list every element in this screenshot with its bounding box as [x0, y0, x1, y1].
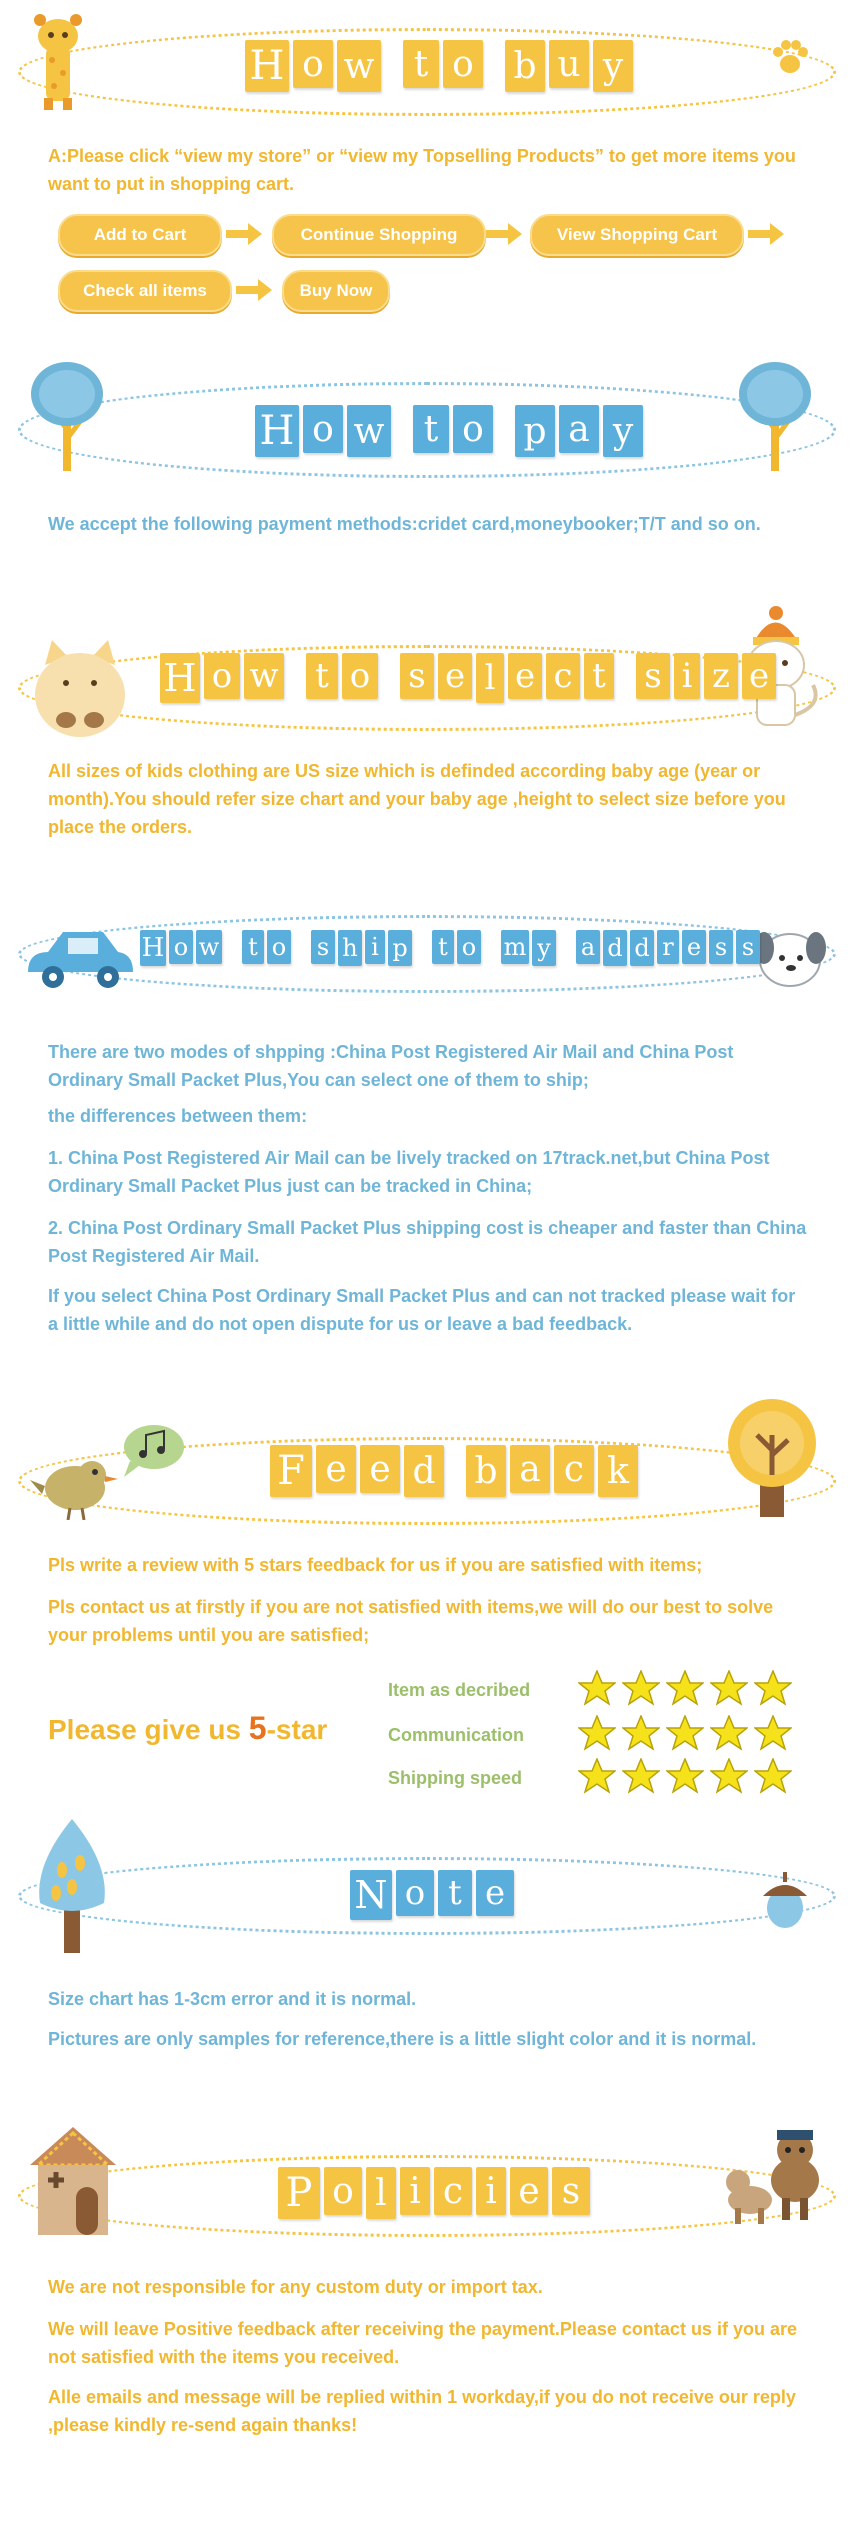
rating-label-shipping-speed: Shipping speed — [388, 1768, 523, 1788]
buy-now-button[interactable]: Buy Now — [282, 270, 390, 312]
star-icon — [710, 1715, 748, 1751]
how-to-select-size-section — [0, 605, 850, 875]
ship-paragraph-1: There are two modes of shpping :China Post Registered Air Mail and China Post Ordinary Small Packet Plus,You can select one of them to ship; — [48, 1042, 734, 1090]
dog-icon — [750, 922, 830, 997]
dogs-icon — [720, 2120, 830, 2235]
continue-shopping-button[interactable]: Continue Shopping — [272, 214, 486, 256]
cat-icon — [30, 635, 130, 745]
please-give-five-star: Please give us 5-star — [48, 1710, 328, 1746]
policies-paragraph-2: We will leave Positive feedback after receiving the payment.Please contact us if you are not satisfied with the items you received. — [48, 2319, 797, 2367]
ship-paragraph-4: 2. China Post Ordinary Small Packet Plus shipping cost is cheaper and faster than China Post Registered Air Mail. — [48, 1218, 807, 1266]
ship-title: H o w t o s h i p t o m y a d d r e s s — [140, 930, 760, 966]
feedback-title: F e e d b a c k — [270, 1445, 638, 1497]
star-icon — [622, 1758, 660, 1794]
rating-stars-item-as-described — [578, 1670, 792, 1706]
star-icon — [578, 1715, 616, 1751]
feedback-section — [0, 1395, 850, 1815]
star-icon — [578, 1758, 616, 1794]
how-to-buy-title: H o w t o b u y — [245, 40, 633, 92]
policies-section — [0, 2105, 850, 2535]
ship-paragraph-2: the differences between them: — [48, 1106, 308, 1126]
check-all-items-button[interactable]: Check all items — [58, 270, 232, 312]
music-note-bubble-icon — [120, 1423, 185, 1483]
acorn-icon — [755, 1870, 815, 1935]
tree-icon — [32, 1815, 112, 1960]
arrow-right-icon — [236, 279, 272, 301]
note-paragraph-1: Size chart has 1-3cm error and it is normal. — [48, 1989, 417, 2009]
arrow-right-icon — [486, 223, 522, 245]
rating-label-item-as-described: Item as decribed — [388, 1680, 531, 1700]
note-title: N o t e — [350, 1870, 514, 1920]
star-icon — [622, 1715, 660, 1751]
rating-label-communication: Communication — [388, 1725, 525, 1745]
giraffe-icon — [18, 8, 98, 118]
how-to-buy-section — [0, 0, 850, 330]
how-to-pay-text: We accept the following payment methods:cridet card,moneybooker;T/T and so on. — [48, 514, 761, 534]
how-to-ship-section — [0, 900, 850, 1380]
how-to-pay-title: H o w t o p a y — [255, 405, 643, 457]
note-paragraph-2: Pictures are only samples for reference,there is a little slight color and it is normal. — [48, 2029, 757, 2049]
how-to-pay-section — [0, 350, 850, 580]
arrow-right-icon — [748, 223, 784, 245]
ship-paragraph-3: 1. China Post Registered Air Mail can be lively tracked on 17track.net,but China Post Ordinary Small Packet Plus just can be tracked in China; — [48, 1148, 770, 1196]
star-icon — [666, 1715, 704, 1751]
rating-stars-communication — [578, 1715, 792, 1751]
star-icon — [666, 1670, 704, 1706]
tree-icon — [722, 1395, 822, 1525]
feedback-paragraph-1: Pls write a review with 5 stars feedback for us if you are satisfied with items; — [48, 1555, 703, 1575]
select-size-title: H o w t o s e l e c t s i z e — [160, 653, 776, 703]
star-icon — [710, 1670, 748, 1706]
note-section — [0, 1815, 850, 2105]
view-shopping-cart-button[interactable]: View Shopping Cart — [530, 214, 744, 256]
bird-icon — [30, 1450, 120, 1525]
star-icon — [754, 1670, 792, 1706]
star-icon — [754, 1758, 792, 1794]
policies-paragraph-1: We are not responsible for any custom duty or import tax. — [48, 2277, 543, 2297]
star-icon — [622, 1670, 660, 1706]
rating-stars-shipping-speed — [578, 1758, 792, 1794]
policies-paragraph-3: Alle emails and message will be replied within 1 workday,if you do not receive our reply ,please kindly re-send again thanks! — [48, 2387, 796, 2435]
star-icon — [666, 1758, 704, 1794]
arrow-right-icon — [226, 223, 262, 245]
star-icon — [578, 1670, 616, 1706]
add-to-cart-button[interactable]: Add to Cart — [58, 214, 222, 256]
star-icon — [710, 1758, 748, 1794]
policies-title: P o l i c i e s — [278, 2167, 590, 2219]
tree-icon — [22, 354, 112, 479]
house-icon — [28, 2125, 118, 2245]
ship-paragraph-5: If you select China Post Ordinary Small Packet Plus and can not tracked please wait for a little while and do not open dispute for us or leave a bad feedback. — [48, 1286, 796, 1334]
feedback-paragraph-2: Pls contact us at firstly if you are not satisfied with items,we will do our best to solve your problems until you are satisfied; — [48, 1597, 774, 1645]
car-icon — [18, 922, 138, 1002]
star-icon — [754, 1715, 792, 1751]
paw-print-icon — [770, 38, 810, 83]
tree-icon — [730, 354, 820, 479]
select-size-text: All sizes of kids clothing are US size which is definded according baby age (year or month).You should refer size chart and your baby age ,height to select size before you place the orders. — [48, 761, 786, 837]
how-to-buy-text: A:Please click “view my store” or “view my Topselling Products” to get more items you want to put in shopping cart. — [48, 146, 796, 194]
